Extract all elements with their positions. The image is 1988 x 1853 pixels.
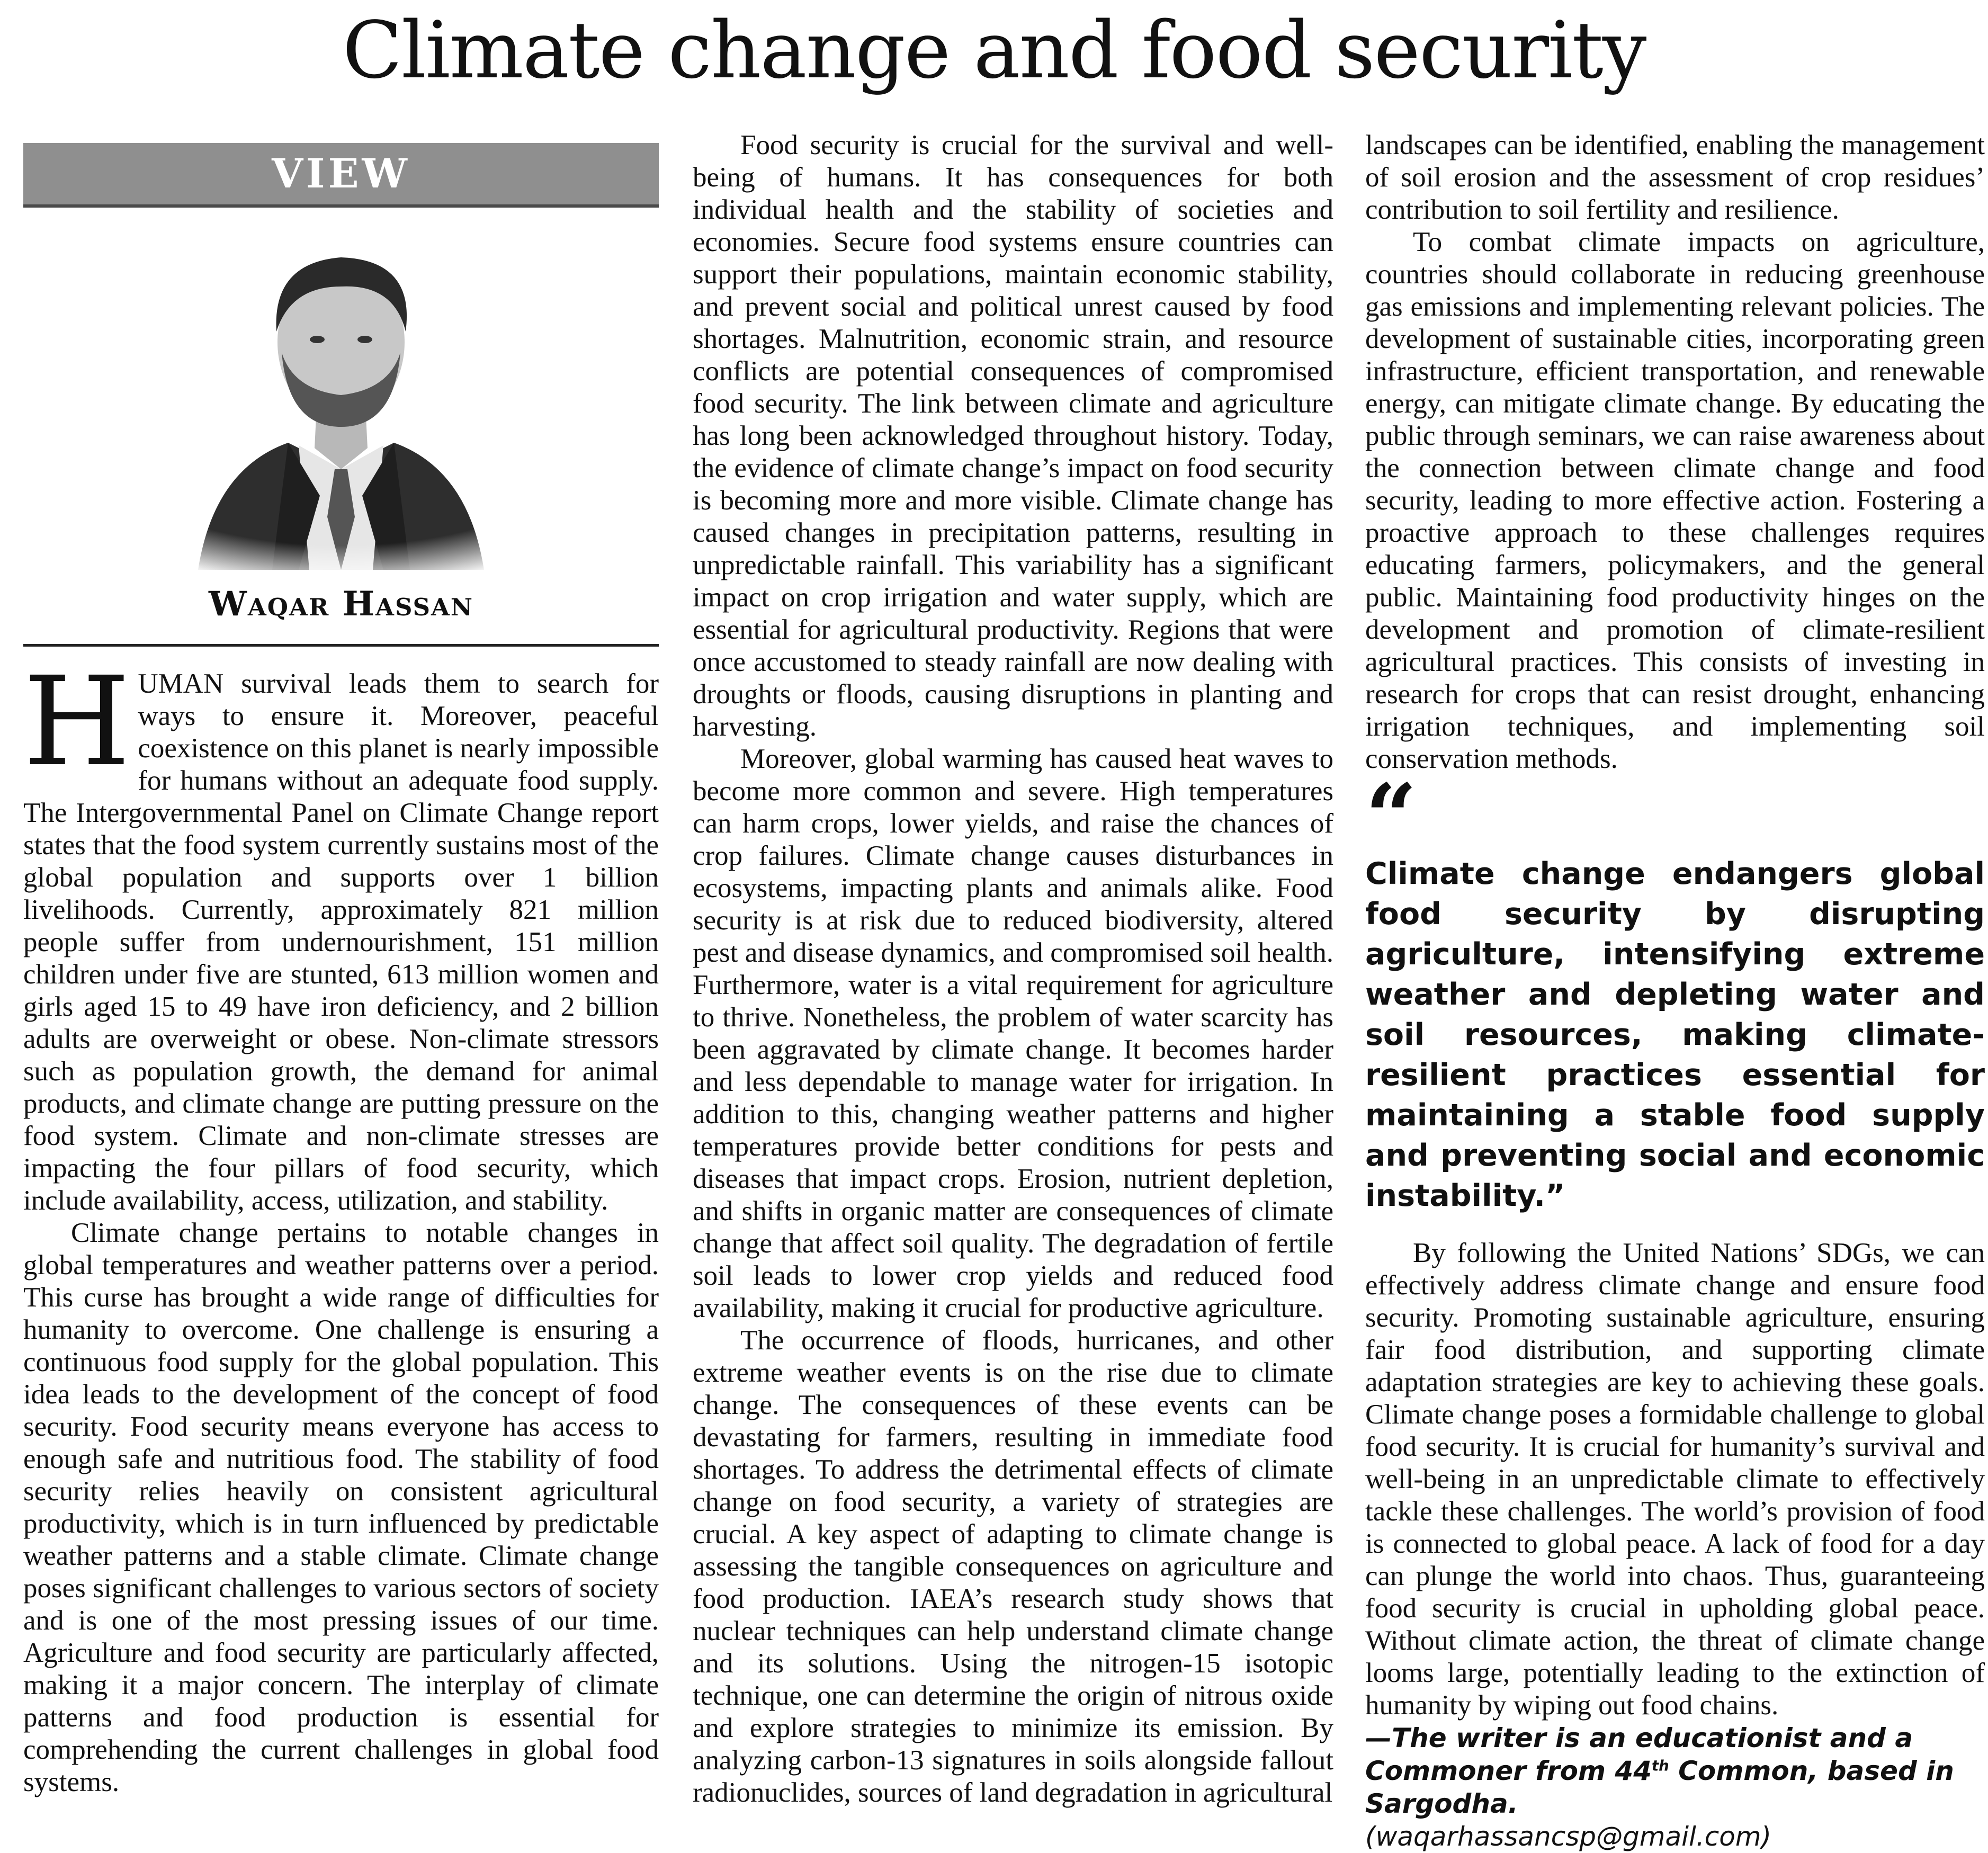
author-portrait [23,220,659,570]
author-divider [23,644,659,647]
quote-mark-icon: “ [1365,764,1417,870]
pull-quote: Climate change endangers global food security by disrupting agriculture, intensifying extreme weather and depleting water and soil resources, making climate-resilient practices essential for maintaining a stable food supply and preventing social and economic instability.” [1365,856,1985,1213]
paragraph: By following the United Nations’ SDGs, we can effectively address climate change and ensure food security. Promoting sustainable agriculture, ensuring fair food distribution, and supporting climate adaptation strategies are key to achieving these goals. Climate change poses a formidable challenge to global food security. It is crucial for humanity’s survival and well-being in an unpredictable climate to effectively tackle these challenges. The world’s provision of food is connected to global peace. A lack of food for a day can plunge the world into chaos. Thus, guaranteeing food security is crucial in upholding global peace. Without climate action, the threat of climate change looms large, potentially leading to the extinction of humanity by wiping out food chains. [1365,1238,1985,1721]
section-label-view: VIEW [23,143,659,204]
column-1-text [23,650,659,1798]
column-1 [23,143,659,1797]
paragraph-text: UMAN survival leads them to search for ways to ensure it. Moreover, peaceful coexistence on this planet is nearly impossible for humans without an adequate food supply. The Intergovernmental Panel on Climate Change report states that the food system currently sustains most of the global population and supports over 1 billion livelihoods. Currently, approximately 821 million people suffer from undernourishment, 151 million children under five are stunted, 613 million women and girls aged 15 to 49 have iron deficiency, and 2 billion adults are overweight or obese. Non-climate stressors such as population growth, the demand for animal products, and climate change are putting pressure on the food system. Climate and non-climate stresses are impacting the four pillars of food security, which include availability, access, utilization, and stability. [23,668,659,1216]
drop-cap: H [23,650,131,793]
paragraph: To combat climate impacts on agriculture, countries should collaborate in reducing greenhouse gas emissions and implementing relevant policies. The development of sustainable cities, incorporating green infrastructure, efficient transportation, and renewable energy, can mitigate climate change. By educating the public through seminars, we can raise awareness about the connection between climate change and food security, leading to more effective action. Fostering a proactive approach to these challenges requires educating farmers, policymakers, and the general public. Maintaining food productivity hinges on the development and promotion of climate-resilient agricultural practices. This consists of investing in research for crops that can resist drought, enhancing irrigation techniques, and implementing soil conservation methods. [1365,227,1985,774]
author-photo-icon [23,220,659,570]
paragraph: landscapes can be identified, enabling the management of soil erosion and the assessment of crop residues’ contribution to soil fertility and resilience. [1365,130,1985,225]
author-email: (waqarhassancsp@gmail.com) [1365,1821,1772,1852]
paragraph: The occurrence of floods, hurricanes, and other extreme weather events is on the rise due to climate change. The consequences of these events can be devastating for farmers, resulting in immediate food shortages. To address the detrimental effects of climate change on food security, a variety of strategies are crucial. A key aspect of adapting to climate change is assessing the tangible consequences on agriculture and food production. IAEA’s research study shows that nuclear techniques can help understand climate change and its solutions. Using the nitrogen-15 isotopic technique, one can determine the origin of nitrous oxide and explore strategies to minimize its emission. By analyzing carbon-13 signatures in soils alongside fallout radionuclides, sources of land degradation in agricultural [693,1325,1333,1808]
column-2 [693,129,1333,1808]
headline: Climate change and food security [342,5,1646,96]
paragraph: Moreover, global warming has caused heat waves to become more common and severe. High temperatures can harm crops, lower yields, and raise the chances of crop failures. Climate change causes disturbances in ecosystems, impacting plants and animals alike. Food security is at risk due to reduced biodiversity, altered pest and disease dynamics, and compromised soil health. Furthermore, water is a vital requirement for agriculture to thrive. Nonetheless, the problem of water scarcity has been aggravated by climate change. It becomes harder and less dependable to manage water for irrigation. In addition to this, changing weather patterns and higher temperatures provide better conditions for pests and diseases that impact crops. Erosion, nutrient depletion, and shifts in organic matter are consequences of climate change that affect soil quality. The degradation of fertile soil leads to lower crop yields and reduced food availability, making it crucial for productive agriculture. [693,744,1333,1323]
signoff-text-end: Common, based in Sargodha. [1365,1756,1954,1819]
paragraph: Climate change pertains to notable changes in global temperatures and weather patterns over a period. This curse has brought a wide range of difficulties for humanity to overcome. One challenge is ensuring a continuous food supply for the global population. This idea leads to the development of the concept of food security. Food security means everyone has access to enough safe and nutritious food. The stability of food security relies heavily on consistent agricultural productivity, which is in turn influenced by predictable weather patterns and a stable climate. Climate change poses significant challenges to various sectors of society and is one of the most pressing issues of our time. Agriculture and food security are particularly affected, making it a major concern. The interplay of climate patterns and food production is essential for comprehending the current challenges in global food systems. [23,1218,659,1797]
author-name: Waqar Hassan [208,584,474,624]
signoff-superscript: th [1652,1757,1669,1775]
signoff-text: —The writer is an educationist and a Commoner from 44 [1365,1723,1913,1786]
author-signoff [1365,1722,1985,1820]
column-3 [1365,129,1985,1852]
paragraph [23,650,659,1217]
paragraph: Food security is crucial for the survival and well-being of humans. It has consequences for both individual health and the stability of societies and economies. Secure food systems ensure countries can support their populations, maintain economic stability, and prevent social and political unrest caused by food shortages. Malnutrition, economic strain, and resource conflicts are potential consequences of compromised food security. The link between climate and agriculture has long been acknowledged throughout history. Today, the evidence of climate change’s impact on food security is becoming more and more visible. Climate change has caused changes in precipitation patterns, resulting in unpredictable rainfall. This variability has a significant impact on crop irrigation and water supply, which are essential for agricultural productivity. Regions that were once accustomed to steady rainfall are now dealing with droughts or floods, causing disruptions in planting and harvesting. [693,130,1333,742]
